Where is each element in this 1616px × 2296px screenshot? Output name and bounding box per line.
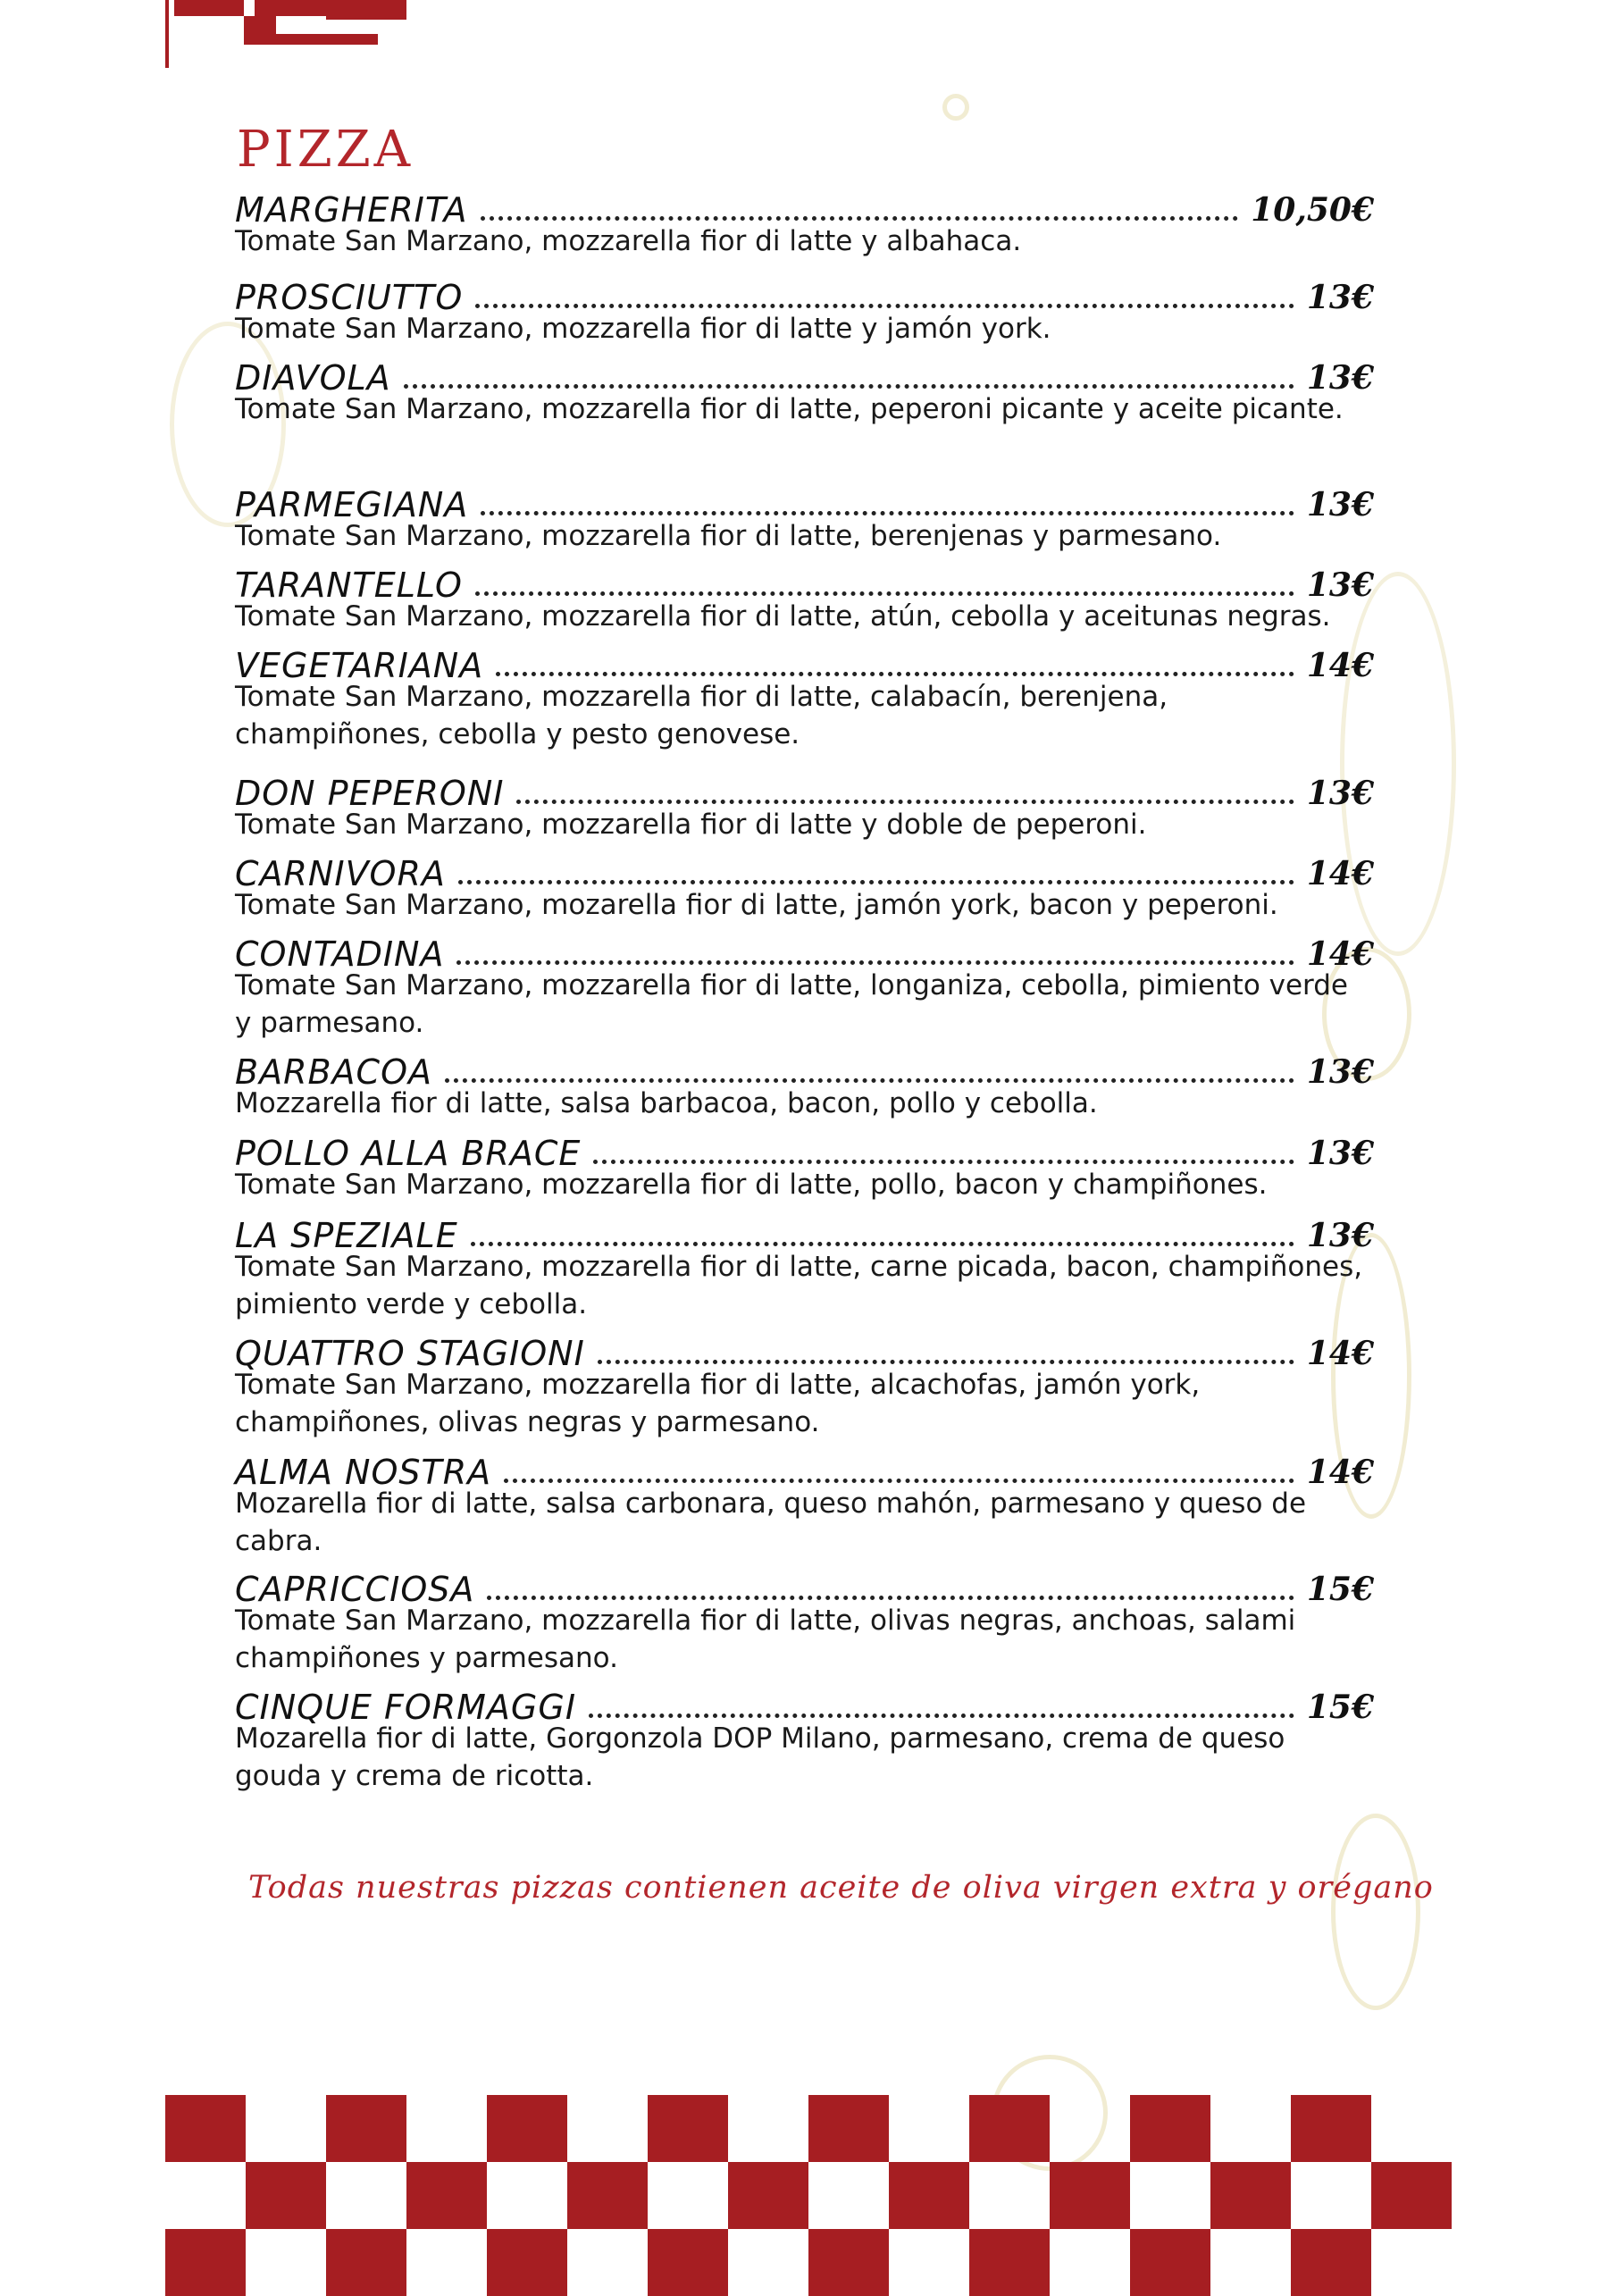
checker-cell	[1210, 2162, 1291, 2229]
menu-item-price: 14€	[1306, 935, 1374, 973]
dot-leader	[475, 304, 1294, 308]
menu-item-description: Tomate San Marzano, mozzarella fior di latte, pollo, bacon y champiñones.	[235, 1169, 1268, 1201]
decorative-swirl	[942, 94, 969, 121]
menu-item-price: 15€	[1306, 1571, 1374, 1608]
checker-cell	[165, 2095, 246, 2162]
menu-item-description: Mozarella fior di latte, Gorgonzola DOP Milano, parmesano, crema de queso gouda y crema de ricotta.	[235, 1722, 1285, 1792]
top-checker-decoration	[165, 0, 460, 70]
menu-item-description: Tomate San Marzano, mozzarella fior di latte, olivas negras, anchoas, salami champiñones y parmesano.	[235, 1605, 1296, 1674]
menu-item	[235, 1054, 1374, 1122]
menu-item-price: 13€	[1306, 359, 1374, 397]
menu-item-name: QUATTRO STAGIONI	[235, 1334, 585, 1373]
menu-item	[235, 648, 1374, 753]
dot-leader	[481, 511, 1294, 515]
dot-leader	[471, 1242, 1294, 1246]
checker-cell	[969, 2229, 1050, 2296]
menu-item-price: 13€	[1306, 1053, 1374, 1091]
checker-cell	[165, 2229, 246, 2296]
menu-item	[235, 856, 1374, 924]
menu-item-name: PARMEGIANA	[235, 485, 469, 524]
checker-cell	[728, 2162, 808, 2229]
checker-cell	[246, 2162, 326, 2229]
menu-item	[235, 192, 1374, 260]
menu-item-description: Tomate San Marzano, mozzarella fior di latte, berenjenas y parmesano.	[235, 520, 1222, 552]
menu-item-name: CINQUE FORMAGGI	[235, 1688, 577, 1727]
menu-item-description: Tomate San Marzano, mozzarella fior di latte, peperoni picante y aceite picante.	[235, 393, 1344, 425]
checker-cell	[1291, 2229, 1371, 2296]
menu-item-name: ALMA NOSTRA	[235, 1453, 492, 1492]
menu-item	[235, 487, 1374, 555]
dot-leader	[481, 216, 1239, 221]
checker-cell	[567, 2162, 648, 2229]
checker-cell	[648, 2229, 728, 2296]
menu-item-description: Tomate San Marzano, mozzarella fior di latte y albahaca.	[235, 225, 1022, 257]
menu-item	[235, 1571, 1374, 1677]
menu-item	[235, 1689, 1374, 1795]
menu-item-price: 14€	[1306, 1335, 1374, 1372]
checker-cell	[487, 2229, 567, 2296]
checker-cell	[969, 2095, 1050, 2162]
checker-cell	[808, 2095, 889, 2162]
dot-leader	[404, 384, 1294, 389]
menu-item-price: 13€	[1306, 566, 1374, 604]
menu-item-price: 13€	[1306, 1135, 1374, 1172]
menu-item-name: DIAVOLA	[235, 358, 391, 398]
checker-cell	[326, 2229, 406, 2296]
checker-cell	[406, 2162, 487, 2229]
menu-item-price: 13€	[1306, 279, 1374, 316]
dot-leader	[458, 880, 1294, 884]
checker-cell	[1130, 2095, 1210, 2162]
menu-item	[235, 360, 1374, 428]
menu-item-description: Tomate San Marzano, mozzarella fior di latte y jamón york.	[235, 313, 1051, 345]
dot-leader	[504, 1479, 1294, 1483]
menu-item	[235, 936, 1374, 1042]
menu-item-price: 14€	[1306, 1454, 1374, 1491]
bottom-checkerboard-decoration	[165, 2095, 1452, 2287]
menu-item-description: Mozzarella fior di latte, salsa barbacoa, bacon, pollo y cebolla.	[235, 1087, 1098, 1119]
menu-item	[235, 1218, 1374, 1323]
menu-item	[235, 1135, 1374, 1203]
dot-leader	[445, 1078, 1294, 1083]
menu-item-name: CARNIVORA	[235, 854, 446, 893]
checker-cell	[1130, 2229, 1210, 2296]
menu-item-description: Tomate San Marzano, mozzarella fior di latte, longaniza, cebolla, pimiento verde y parmesano.	[235, 969, 1349, 1039]
menu-item-price: 10,50€	[1251, 191, 1374, 229]
menu-item-name: LA SPEZIALE	[235, 1216, 458, 1255]
menu-item-name: POLLO ALLA BRACE	[235, 1134, 582, 1173]
dot-leader	[496, 672, 1294, 676]
decorative-swirl	[1331, 1814, 1420, 2010]
menu-item-price: 14€	[1306, 855, 1374, 892]
checker-cell	[326, 2095, 406, 2162]
checker-cell	[1291, 2095, 1371, 2162]
dot-leader	[456, 960, 1294, 965]
menu-item-description: Tomate San Marzano, mozzarella fior di latte y doble de peperoni.	[235, 809, 1147, 841]
menu-item	[235, 1454, 1374, 1560]
checker-cell	[487, 2095, 567, 2162]
menu-item-description: Mozarella fior di latte, salsa carbonara, queso mahón, parmesano y queso de cabra.	[235, 1487, 1307, 1557]
checker-cell	[889, 2162, 969, 2229]
menu-item	[235, 1336, 1374, 1441]
menu-item-description: Tomate San Marzano, mozarella fior di latte, jamón york, bacon y peperoni.	[235, 889, 1278, 921]
menu-item-description: Tomate San Marzano, mozzarella fior di latte, carne picada, bacon, champiñones, pimiento verde y cebolla.	[235, 1251, 1363, 1320]
menu-item-name: DON PEPERONI	[235, 774, 505, 813]
menu-item-name: CONTADINA	[235, 934, 445, 974]
footnote: Todas nuestras pizzas contienen aceite de oliva virgen extra y orégano	[248, 1870, 1434, 1906]
menu-item-description: Tomate San Marzano, mozzarella fior di latte, calabacín, berenjena, champiñones, cebolla y pesto genovese.	[235, 681, 1168, 750]
checker-cell	[1050, 2162, 1130, 2229]
checker-cell	[1371, 2162, 1452, 2229]
menu-item-name: CAPRICCIOSA	[235, 1570, 475, 1609]
menu-item-price: 15€	[1306, 1688, 1374, 1726]
dot-leader	[598, 1360, 1294, 1364]
menu-item	[235, 775, 1374, 843]
menu-item-name: TARANTELLO	[235, 566, 463, 605]
menu-item-name: BARBACOA	[235, 1052, 432, 1092]
checker-cell	[808, 2229, 889, 2296]
menu-item-price: 13€	[1306, 1217, 1374, 1254]
dot-leader	[516, 800, 1294, 804]
menu-item-price: 14€	[1306, 647, 1374, 684]
menu-item-name: MARGHERITA	[235, 190, 468, 230]
dot-leader	[475, 591, 1294, 596]
dot-leader	[487, 1596, 1294, 1600]
menu-item-name: VEGETARIANA	[235, 646, 484, 685]
menu-item	[235, 567, 1374, 635]
menu-item-name: PROSCIUTTO	[235, 278, 464, 317]
menu-item-description: Tomate San Marzano, mozzarella fior di latte, atún, cebolla y aceitunas negras.	[235, 600, 1331, 633]
menu-item-description: Tomate San Marzano, mozzarella fior di latte, alcachofas, jamón york, champiñones, olivas negras y parmesano.	[235, 1369, 1201, 1438]
menu-item-price: 13€	[1306, 775, 1374, 812]
section-title: PIZZA	[237, 121, 414, 179]
checker-cell	[648, 2095, 728, 2162]
dot-leader	[593, 1160, 1294, 1164]
dot-leader	[589, 1714, 1294, 1718]
menu-item	[235, 280, 1374, 348]
menu-item-price: 13€	[1306, 486, 1374, 524]
